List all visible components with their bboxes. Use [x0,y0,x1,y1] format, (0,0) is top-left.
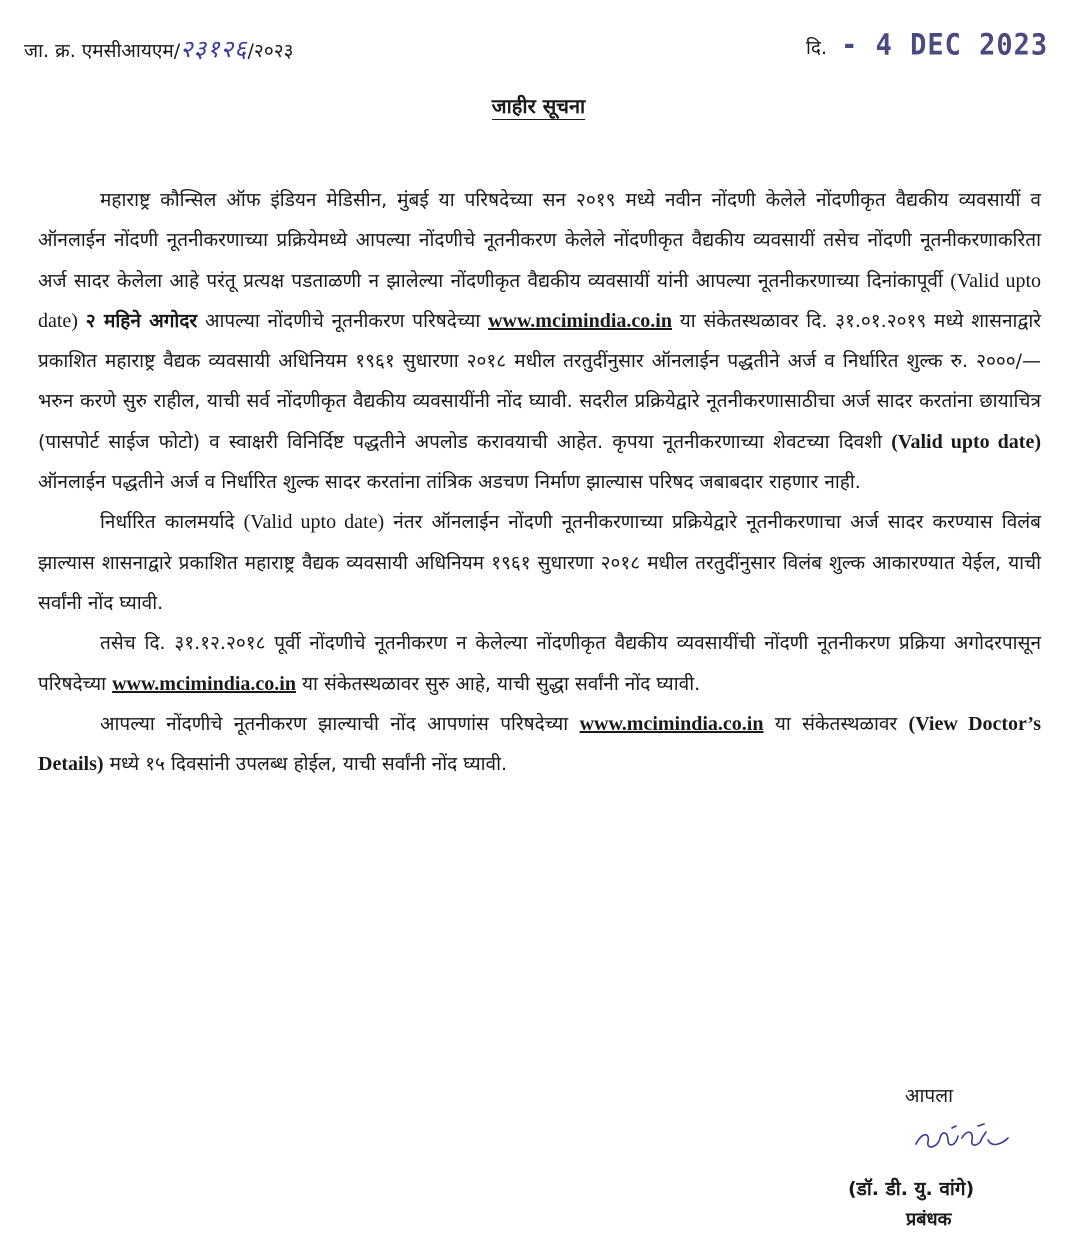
p1-text-4: ऑनलाईन पद्धतीने अर्ज व निर्धारित शुल्क सादर करतांना तांत्रिक अडचण निर्माण झाल्यास परिषद जबाबदार राहणार नाही. [38,471,861,494]
signer-designation: प्रबंधक [906,1209,952,1230]
ref-suffix: /२०२३ [247,40,294,62]
p1-text-3: या संकेतस्थळावर दि. ३१.०१.२०१९ मध्ये शासनाद्वारे प्रकाशित महाराष्ट्र वैद्यक व्यवसायी अधिनियम १९६१ सुधारणा २०१८ मधील तरतुदींनुसार ऑनलाईन पद्धतीने अर्ज व निर्धारित शुल्क रु. २०००/— भरुन करणे सुरु राहील, याची सर्व नोंदणीकृत वैद्यकीय व्यवसायींनी नोंद घ्यावी. सदरील प्रक्रियेद्वारे नूतनीकरणासाठीचा अर्ज सादर करतांना छायाचित्र (पासपोर्ट साईज फोटो) व स्वाक्षरी विनिर्दिष्ट पद्धतीने अपलोड करावयाची आहेत. कृपया नूतनीकरणाच्या शेवटच्या दिवशी [38,309,1042,453]
page-title [0,92,1077,119]
p1-valid-upto: (Valid upto date) [38,269,1041,332]
p2-text-1: निर्धारित कालमर्यादे [100,511,235,534]
title-text: जाहीर सूचना [491,94,586,118]
p1-text-2: आपल्या नोंदणीचे नूतनीकरण परिषदेच्या [204,309,481,332]
ref-number-handwritten: २३१२६ [180,35,248,63]
ref-prefix: जा. क्र. एमसीआयएम/ [24,40,181,62]
date-label: दि. [806,37,828,59]
paragraph-3 [38,623,1041,704]
p1-two-months-bold: २ महिने अगोदर [85,309,198,332]
website-link[interactable]: www.mcimindia.co.in [488,309,672,332]
website-link[interactable]: www.mcimindia.co.in [579,712,764,735]
p4-text-3: मध्ये १५ दिवसांनी उपलब्ध होईल, याची सर्वांनी नोंद घ्यावी. [109,753,508,776]
paragraph-2 [38,502,1041,623]
closing-salutation: आपला [905,1085,954,1107]
p2-valid-upto: (Valid upto date) [243,511,385,534]
p1-valid-upto-bold: (Valid upto date) [891,430,1041,453]
view-doctors-details: (View Doctor’s Details) [38,712,1041,776]
p4-text-1: आपल्या नोंदणीचे नूतनीकरण झाल्याची नोंद आपणांस परिषदेच्या [100,712,569,735]
website-link[interactable]: www.mcimindia.co.in [112,672,296,695]
paragraph-1 [38,180,1041,502]
p1-text-1: महाराष्ट्र कौन्सिल ऑफ इंडियन मेडिसीन, मुंबई या परिषदेच्या सन २०१९ मध्ये नवीन नोंदणी केलेले नोंदणीकृत वैद्यकीय व्यवसायीं व ऑनलाईन नोंदणी नूतनीकरणाच्या प्रक्रियेमध्ये आपल्या नोंदणीचे नूतनीकरण केलेले नोंदणीकृत वैद्यकीय व्यवसायीं तसेच नोंदणी नूतनीकरणाकरिता अर्ज सादर केलेला आहे परंतू प्रत्यक्ष पडताळणी न झालेल्या नोंदणीकृत वैद्यकीय व्यवसायीं यांनी आपल्या नूतनीकरणाच्या दिनांकापूर्वी [38,189,1041,292]
notice-body [38,180,1041,784]
date-line [806,30,1048,61]
p3-text-1: तसेच दि. ३१.१२.२०१८ पूर्वी नोंदणीचे नूतनीकरण न केलेल्या नोंदणीकृत वैद्यकीय व्यवसायींची नोंदणी नूतनीकरण प्रक्रिया अगोदरपासून परिषदेच्या [38,632,1041,695]
paragraph-4 [38,704,1041,785]
p4-text-2: या संकेतस्थळावर [774,712,898,735]
reference-number [24,32,293,65]
signer-name: (डॉ. डी. यु. वांगे) [848,1178,975,1200]
p2-text-2: नंतर ऑनलाईन नोंदणी नूतनीकरणाच्या प्रक्रियेद्वारे नूतनीकरणाचा अर्ज सादर करण्यास विलंब झाल्यास शासनाद्वारे प्रकाशित महाराष्ट्र वैद्यक व्यवसायी अधिनियम १९६१ सुधारणा २०१८ मधील तरतुदींनुसार विलंब शुल्क आकारण्यात येईल, याची सर्वांनी नोंद घ्यावी. [38,511,1042,614]
p3-text-2: या संकेतस्थळावर सुरु आहे, याची सुद्धा सर्वांनी नोंद घ्यावी. [302,672,701,695]
date-stamp: - 4 DEC 2023 [841,28,1049,63]
signature-icon [912,1118,1012,1158]
